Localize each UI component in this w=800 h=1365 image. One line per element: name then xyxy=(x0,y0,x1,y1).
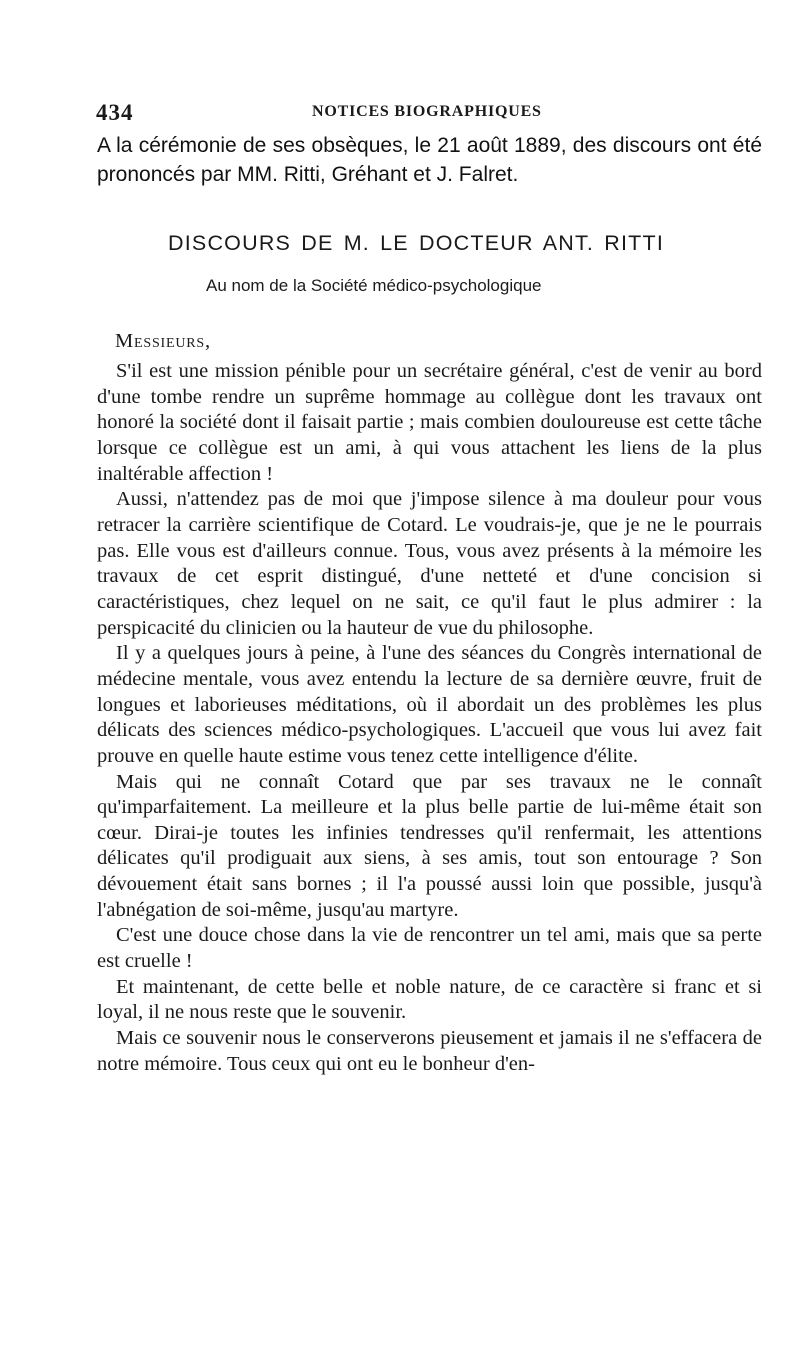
paragraph: Mais ce souvenir nous le conserverons pieusement et jamais il ne s'effacera de notre mémoire. Tous ceux qui ont eu le bonheur d'en- xyxy=(97,1027,762,1075)
intro-paragraph: A la cérémonie de ses obsèques, le 21 août 1889, des discours ont été prononcés par MM. Ritti, Gréhant et J. Falret. xyxy=(97,134,762,186)
page-number: 434 xyxy=(96,100,134,125)
paragraph: S'il est une mission pénible pour un secrétaire général, c'est de venir au bord d'une tombe rendre un suprême hommage au collègue dont les travaux ont honoré la société dont il faisait partie ; mais combien douloureuse est cette tâche lorsque ce collègue est un ami, à qui vous attachent les liens de la plus inaltérable affection ! xyxy=(97,360,762,485)
speech-body xyxy=(97,359,762,1077)
paragraph: Il y a quelques jours à peine, à l'une des séances du Congrès international de médecine mentale, vous avez entendu la lecture de sa dernière œuvre, fruit de longues et laborieuses méditations, où il abordait un des problèmes les plus délicats des sciences médico-psychologiques. L'accueil que vous lui avez fait prouve en quelle haute estime vous tenez cette intelligence d'élite. xyxy=(97,642,762,767)
running-header-title: NOTICES BIOGRAPHIQUES xyxy=(312,103,542,120)
discours-title: DISCOURS DE M. LE DOCTEUR ANT. RITTI xyxy=(168,231,665,255)
discours-subtitle: Au nom de la Société médico-psychologique xyxy=(206,276,542,295)
paragraph: Mais qui ne connaît Cotard que par ses travaux ne le connaît qu'imparfaitement. La meilleure et la plus belle partie de lui-même était son cœur. Dirai-je toutes les infinies tendresses qu'il renfermait, les attentions délicates qu'il prodiguait aux siens, à ses amis, tout son entourage ? Son dévouement était sans bornes ; il l'a poussé aussi loin que possible, jusqu'à l'abnégation de soi-même, jusqu'au martyre. xyxy=(97,770,762,921)
running-header xyxy=(96,100,716,130)
paragraph: C'est une douce chose dans la vie de rencontrer un tel ami, mais que sa perte est cruelle ! xyxy=(97,924,762,973)
paragraph: Et maintenant, de cette belle et noble nature, de ce caractère si franc et si loyal, il ne nous reste que le souvenir. xyxy=(97,975,762,1024)
paragraph: Aussi, n'attendez pas de moi que j'impose silence à ma douleur pour vous retracer la carrière scientifique de Cotard. Le voudrais-je, que je ne le pourrais pas. Elle vous est d'ailleurs connue. Tous, vous avez présents à la mémoire les travaux de cet esprit distingué, d'une netteté et d'une concision si caractéristiques, chez lequel on ne sait, ce qu'il faut le plus admirer : la perspicacité du clinicien ou la hauteur de vue du philosophe. xyxy=(97,488,762,639)
salutation: Messieurs, xyxy=(115,330,211,352)
